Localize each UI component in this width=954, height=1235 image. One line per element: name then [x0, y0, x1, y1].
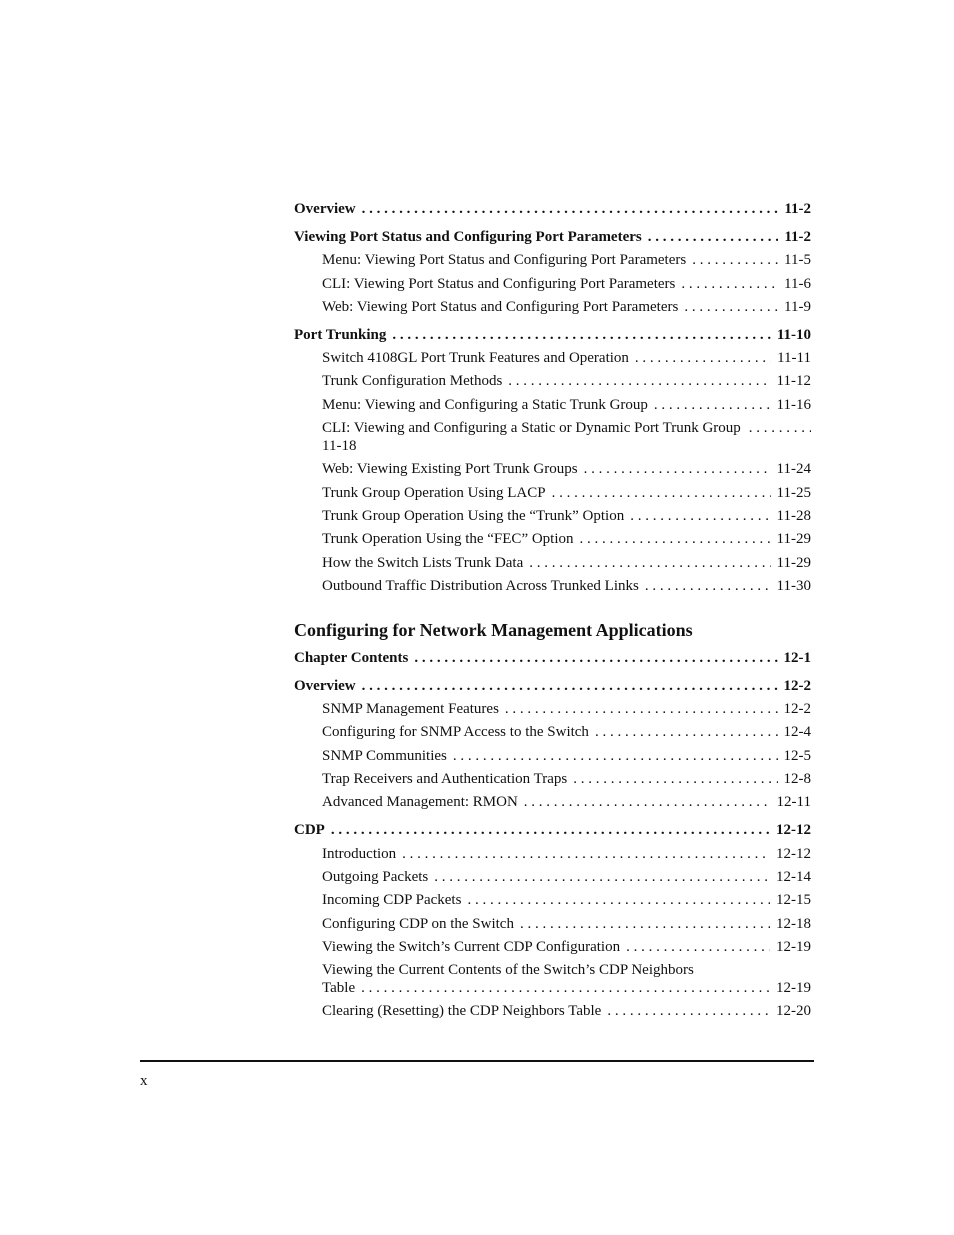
toc-entry[interactable]	[294, 251, 811, 269]
dot-leader	[630, 507, 770, 525]
toc-heading-entry[interactable]	[294, 326, 811, 344]
dot-leader	[684, 298, 778, 316]
toc-entry-title: Trunk Group Operation Using LACP	[322, 484, 546, 501]
dot-leader	[681, 275, 778, 293]
dot-leader	[648, 228, 779, 246]
toc-page-number: 12-19	[776, 980, 811, 997]
toc-entry-title: Web: Viewing Existing Port Trunk Groups	[322, 461, 578, 478]
toc-page-number: 11-6	[784, 275, 811, 292]
toc-page-number: 11-2	[784, 229, 811, 245]
dot-leader	[362, 677, 778, 695]
dot-leader	[414, 649, 777, 667]
page-number: x	[140, 1073, 148, 1089]
toc-entry-title: Configuring for SNMP Access to the Switch	[322, 724, 589, 741]
toc-entry[interactable]	[294, 460, 811, 478]
toc-entry[interactable]	[294, 349, 811, 367]
toc-entry[interactable]	[294, 298, 811, 316]
toc-page-number: 12-15	[776, 892, 811, 909]
toc-entry[interactable]	[294, 419, 811, 455]
toc-heading-entry[interactable]	[294, 677, 811, 695]
toc-page-number: 12-11	[776, 794, 811, 811]
toc-page-number: 12-8	[783, 771, 811, 788]
toc-entry-title: Viewing Port Status and Configuring Port Parameters	[294, 229, 642, 245]
toc-entry-title: Trunk Group Operation Using the “Trunk” Option	[322, 507, 625, 524]
dot-leader	[402, 845, 770, 863]
toc-page-number: 12-12	[776, 822, 811, 839]
toc-entry[interactable]	[294, 554, 811, 572]
toc-entry-title: Configuring CDP on the Switch	[322, 915, 514, 932]
toc-entry-title: Trunk Configuration Methods	[322, 373, 503, 390]
toc-entry-title: Overview	[294, 677, 356, 694]
toc-page-number: 11-30	[776, 577, 811, 594]
toc-page-number: 12-14	[776, 868, 811, 885]
toc-entry-title: Port Trunking	[294, 326, 387, 343]
toc-entry[interactable]	[294, 845, 811, 863]
toc-entry[interactable]	[294, 961, 811, 997]
toc-section-chapter-12	[294, 649, 811, 1021]
toc-entry[interactable]	[294, 507, 811, 525]
dot-leader	[529, 554, 770, 572]
toc-entry[interactable]	[294, 868, 811, 886]
dot-leader	[453, 747, 778, 765]
toc-page-number: 11-28	[776, 507, 811, 524]
toc-page-number: 12-18	[776, 915, 811, 932]
dot-leader	[508, 372, 770, 390]
dot-leader	[505, 700, 778, 718]
dot-leader	[595, 723, 778, 741]
toc-entry-title: How the Switch Lists Trunk Data	[322, 554, 524, 571]
toc-page-number: 11-18	[322, 438, 357, 455]
dot-leader	[524, 793, 771, 811]
toc-entry-title: SNMP Management Features	[322, 701, 499, 718]
dot-leader	[552, 484, 771, 502]
table-of-contents	[294, 200, 811, 1020]
toc-entry[interactable]	[294, 793, 811, 811]
dot-leader	[607, 1002, 770, 1020]
dot-leader	[692, 251, 778, 269]
toc-page-number: 11-25	[776, 484, 811, 501]
dot-leader	[626, 938, 770, 956]
toc-entry-title: Viewing the Switch’s Current CDP Configuration	[322, 938, 621, 955]
toc-entry-title: Incoming CDP Packets	[322, 892, 462, 909]
toc-page-number: 11-29	[776, 554, 811, 571]
dot-leader	[434, 868, 770, 886]
toc-entry[interactable]	[294, 577, 811, 595]
toc-page-number: 11-9	[784, 298, 811, 315]
toc-heading-entry[interactable]	[294, 649, 811, 667]
toc-entry-title: Menu: Viewing and Configuring a Static Trunk Group	[322, 396, 648, 413]
toc-entry-title-continued: Table	[322, 980, 356, 997]
toc-page-number: 12-4	[783, 724, 811, 741]
toc-entry[interactable]	[294, 1002, 811, 1020]
toc-entry-title: Outgoing Packets	[322, 868, 429, 885]
toc-entry-title: Menu: Viewing Port Status and Configuring Port Parameters	[322, 252, 687, 269]
toc-page-number: 11-12	[776, 373, 811, 390]
toc-page-number: 12-12	[776, 845, 811, 862]
toc-entry[interactable]	[294, 938, 811, 956]
toc-entry[interactable]	[294, 275, 811, 293]
toc-page-number: 12-5	[783, 747, 811, 764]
toc-page-number: 11-10	[776, 326, 811, 343]
toc-entry[interactable]	[294, 484, 811, 502]
toc-entry[interactable]	[294, 723, 811, 741]
toc-entry-title: Web: Viewing Port Status and Configuring Port Parameters	[322, 298, 679, 315]
toc-entry-title: Trunk Operation Using the “FEC” Option	[322, 531, 574, 548]
dot-leader	[362, 200, 779, 218]
dot-leader	[467, 891, 770, 909]
toc-entry-title: CLI: Viewing and Configuring a Static or Dynamic Port Trunk Group	[322, 420, 741, 437]
toc-entry[interactable]	[294, 915, 811, 933]
dot-leader	[331, 821, 770, 839]
dot-leader	[654, 396, 771, 414]
toc-page-number: 12-19	[776, 938, 811, 955]
dot-leader	[584, 460, 771, 478]
toc-entry-title: SNMP Communities	[322, 747, 447, 764]
chapter-heading: Configuring for Network Management Applications	[294, 619, 693, 640]
dot-leader	[645, 577, 771, 595]
toc-entry-title: Outbound Traffic Distribution Across Trunked Links	[322, 577, 639, 594]
toc-entry[interactable]	[294, 372, 811, 390]
toc-entry[interactable]	[294, 891, 811, 909]
toc-entry[interactable]	[294, 700, 811, 718]
toc-page-number: 11-11	[777, 350, 811, 367]
toc-entry[interactable]	[294, 747, 811, 765]
toc-entry-title: Trap Receivers and Authentication Traps	[322, 771, 568, 788]
toc-page-number: 11-29	[776, 531, 811, 548]
toc-entry-title: Clearing (Resetting) the CDP Neighbors Table	[322, 1003, 602, 1020]
toc-page-number: 11-5	[784, 252, 811, 269]
toc-heading-entry[interactable]	[294, 200, 811, 218]
toc-page-number: 11-16	[776, 396, 811, 413]
toc-entry-title: Viewing the Current Contents of the Switch’s CDP Neighbors	[322, 962, 694, 979]
toc-heading-entry[interactable]	[294, 228, 811, 246]
toc-page-number: 12-1	[783, 649, 811, 666]
dot-leader	[580, 530, 771, 548]
toc-entry[interactable]	[294, 770, 811, 788]
dot-leader	[573, 770, 777, 788]
toc-page-number: 12-2	[783, 701, 811, 718]
dot-leader	[520, 915, 770, 933]
dot-leader	[635, 349, 771, 367]
toc-entry[interactable]	[294, 530, 811, 548]
dot-leader	[361, 979, 770, 997]
toc-page-number: 11-24	[776, 461, 811, 478]
toc-section-chapter-11	[294, 200, 811, 595]
toc-page-number: 12-2	[783, 677, 811, 694]
footer-rule	[140, 1060, 814, 1062]
toc-heading-entry[interactable]	[294, 821, 811, 839]
toc-entry-title: CDP	[294, 822, 325, 839]
toc-entry-title: Introduction	[322, 845, 397, 862]
toc-page-number: 12-20	[776, 1003, 811, 1020]
toc-page-number: 11-2	[784, 201, 811, 217]
dot-leader	[749, 419, 811, 437]
dot-leader	[392, 326, 770, 344]
toc-entry-title: Chapter Contents	[294, 649, 409, 666]
toc-entry-title: Advanced Management: RMON	[322, 794, 518, 811]
toc-entry-title: Switch 4108GL Port Trunk Features and Operation	[322, 350, 629, 367]
toc-entry-title: Overview	[294, 201, 356, 217]
toc-entry[interactable]	[294, 396, 811, 414]
toc-entry-title: CLI: Viewing Port Status and Configuring Port Parameters	[322, 275, 676, 292]
